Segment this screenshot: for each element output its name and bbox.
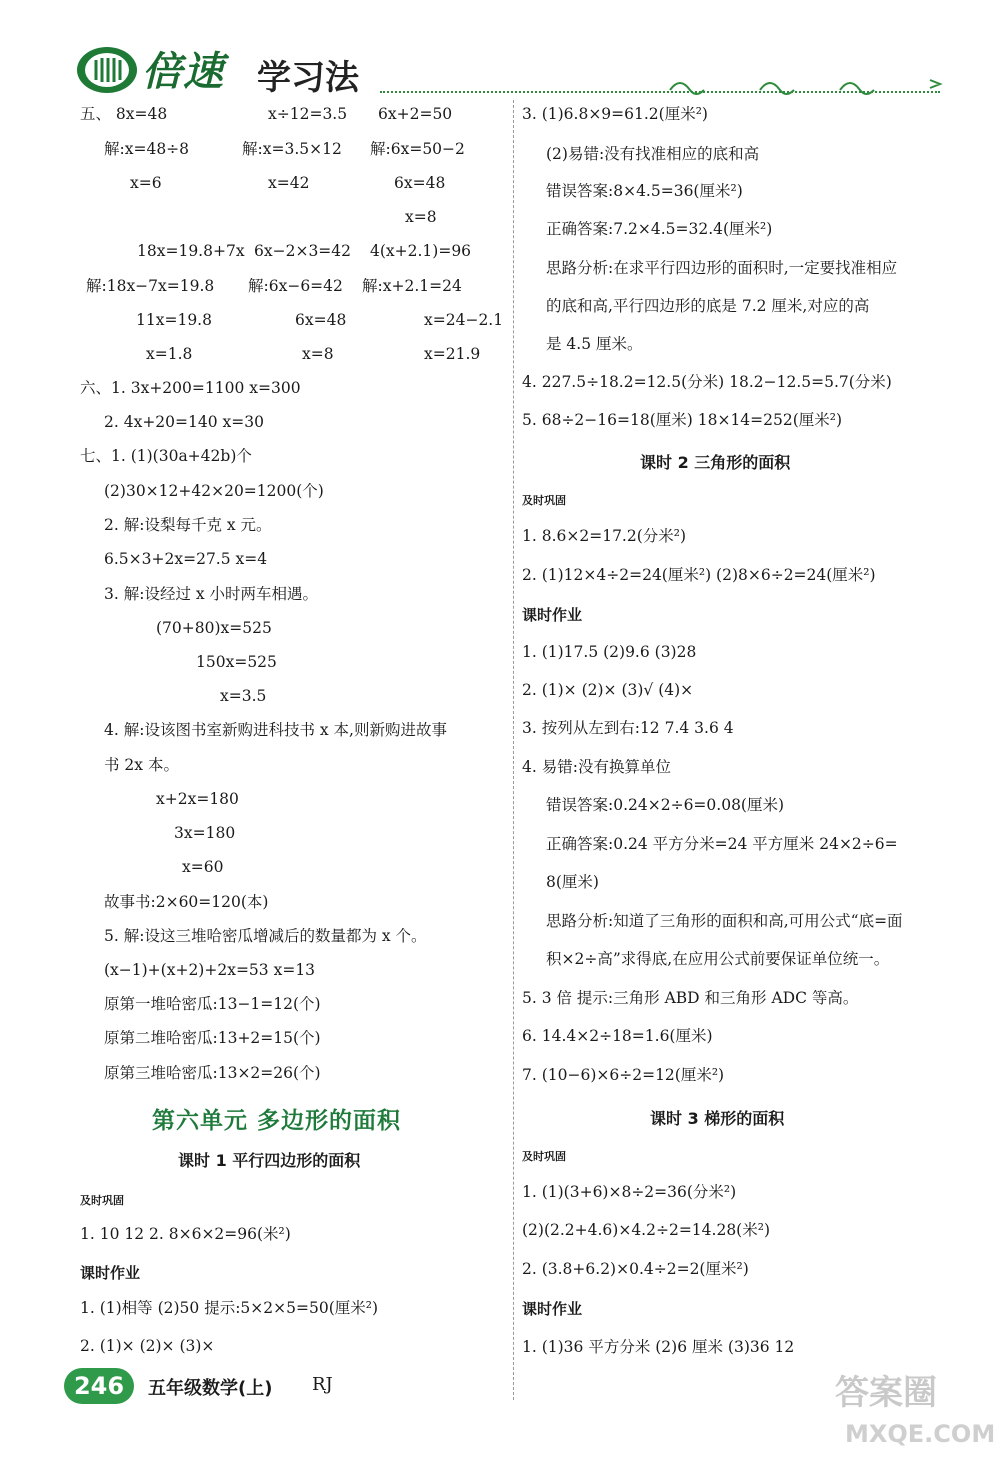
text-line: x÷12=3.5 <box>268 105 348 123</box>
text-line: 解:18x−7x=19.8 <box>86 277 215 295</box>
text-line: 2. (1)× (2)× (3)√ (4)× <box>522 681 694 699</box>
text-line: x=21.9 <box>424 345 481 363</box>
text-line: x=60 <box>182 858 224 876</box>
lesson-heading: 课时 3 梯形的面积 <box>650 1109 785 1128</box>
header-swirl-decoration <box>660 72 950 100</box>
text-line: 2. (3.8+6.2)×0.4÷2=2(厘米²) <box>522 1260 749 1278</box>
text-line: 3. 按列从左到右:12 7.4 3.6 4 <box>522 719 734 737</box>
text-line: 原第二堆哈密瓜:13+2=15(个) <box>104 1029 321 1047</box>
text-line: 4(x+2.1)=96 <box>370 242 472 260</box>
text-line: x=24−2.1 <box>424 311 504 329</box>
text-line: 1. (1)(3+6)×8÷2=36(分米²) <box>522 1183 737 1201</box>
text-line: 6x+2=50 <box>378 105 453 123</box>
text-line: 6x=48 <box>394 174 446 192</box>
text-line: 1. 10 12 2. 8×6×2=96(米²) <box>80 1225 291 1243</box>
section-heading: 课时作业 <box>522 606 583 624</box>
text-line: 5. 解:设这三堆哈密瓜增减后的数量都为 x 个。 <box>104 927 427 945</box>
logo-emblem-icon <box>74 44 140 96</box>
text-line: 解:x=48÷8 <box>104 140 190 158</box>
text-line: 错误答案:0.24×2÷6=0.08(厘米) <box>546 796 785 814</box>
text-line: 150x=525 <box>196 653 277 671</box>
text-line: 思路分析:知道了三角形的面积和高,可用公式“底=面 <box>546 912 903 930</box>
text-line: 原第一堆哈密瓜:13−1=12(个) <box>104 995 321 1013</box>
text-line: 正确答案:7.2×4.5=32.4(厘米²) <box>546 220 773 238</box>
text-line: 5. 3 倍 提示:三角形 ABD 和三角形 ADC 等高。 <box>522 989 859 1007</box>
text-line: 2. 4x+20=140 x=30 <box>104 413 264 431</box>
text-line: 1. (1)17.5 (2)9.6 (3)28 <box>522 643 697 661</box>
text-line: 解:6x−6=42 <box>248 277 343 295</box>
text-line: 3. (1)6.8×9=61.2(厘米²) <box>522 105 708 123</box>
text-line: x=1.8 <box>146 345 193 363</box>
section-label: 及时巩固 <box>522 494 566 507</box>
text-line: 4. 227.5÷18.2=12.5(分米) 18.2−12.5=5.7(分米) <box>522 373 892 391</box>
footer-book-title: 五年级数学(上) <box>148 1378 273 1399</box>
text-line: 书 2x 本。 <box>104 756 179 774</box>
text-line: 的底和高,平行四边形的底是 7.2 厘米,对应的高 <box>546 297 870 315</box>
text-line: 故事书:2×60=120(本) <box>104 893 269 911</box>
text-line: 8(厘米) <box>546 873 599 891</box>
text-line: 3. 解:设经过 x 小时两车相遇。 <box>104 585 319 603</box>
text-line: 4. 解:设该图书室新购进科技书 x 本,则新购进故事 <box>104 721 447 739</box>
lesson-heading: 课时 1 平行四边形的面积 <box>178 1151 361 1170</box>
text-line: 4. 易错:没有换算单位 <box>522 758 671 776</box>
section-heading: 课时作业 <box>522 1300 583 1318</box>
text-line: 正确答案:0.24 平方分米=24 平方厘米 24×2÷6= <box>546 835 898 853</box>
footer-edition: RJ <box>312 1374 333 1395</box>
text-line: 7. (10−6)×6÷2=12(厘米²) <box>522 1066 725 1084</box>
text-line: 1. (1)相等 (2)50 提示:5×2×5=50(厘米²) <box>80 1299 379 1317</box>
text-line: 6x−2×3=42 <box>254 242 352 260</box>
text-line: x=8 <box>405 208 437 226</box>
text-line: x=3.5 <box>220 687 267 705</box>
section-heading: 课时作业 <box>80 1264 141 1282</box>
text-line: (2)30×12+42×20=1200(个) <box>104 482 324 500</box>
text-line: (2)(2.2+4.6)×4.2÷2=14.28(米²) <box>522 1221 770 1239</box>
text-line: 6. 14.4×2÷18=1.6(厘米) <box>522 1027 713 1045</box>
text-line: 原第三堆哈密瓜:13×2=26(个) <box>104 1064 321 1082</box>
text-line: 11x=19.8 <box>136 311 212 329</box>
text-line: 解:6x=50−2 <box>370 140 465 158</box>
text-line: 解:x+2.1=24 <box>362 277 462 295</box>
header-title: 倍速 <box>142 49 224 95</box>
text-line: 积×2÷高”求得底,在应用公式前要保证单位统一。 <box>546 950 890 968</box>
text-line: 是 4.5 厘米。 <box>546 335 643 353</box>
text-line: 错误答案:8×4.5=36(厘米²) <box>546 182 743 200</box>
text-line: 1. (1)36 平方分米 (2)6 厘米 (3)36 12 <box>522 1338 795 1356</box>
text-line: 2. (1)× (2)× (3)× <box>80 1337 215 1355</box>
section-label: 及时巩固 <box>522 1150 566 1163</box>
text-line: x+2x=180 <box>156 790 239 808</box>
text-line: 思路分析:在求平行四边形的面积时,一定要找准相应 <box>546 259 898 277</box>
text-line: (2)易错:没有找准相应的底和高 <box>546 145 760 163</box>
text-line: 五、 8x=48 <box>80 105 168 123</box>
text-line: 6.5×3+2x=27.5 x=4 <box>104 550 268 568</box>
lesson-heading: 课时 2 三角形的面积 <box>640 453 791 472</box>
text-line: x=8 <box>302 345 334 363</box>
text-line: x=6 <box>130 174 162 192</box>
header-subtitle: 学习法 <box>257 58 359 98</box>
text-line: 六、1. 3x+200=1100 x=300 <box>80 379 301 397</box>
text-line: 2. 解:设梨每千克 x 元。 <box>104 516 272 534</box>
text-line: 2. (1)12×4÷2=24(厘米²) (2)8×6÷2=24(厘米²) <box>522 566 876 584</box>
text-line: x=42 <box>268 174 310 192</box>
text-line: 1. 8.6×2=17.2(分米²) <box>522 527 687 545</box>
text-line: 3x=180 <box>174 824 236 842</box>
text-line: 5. 68÷2−16=18(厘米) 18×14=252(厘米²) <box>522 411 843 429</box>
text-line: (70+80)x=525 <box>156 619 272 637</box>
section-label: 及时巩固 <box>80 1194 124 1207</box>
watermark-logo: 答案圈 <box>835 1373 937 1413</box>
text-line: 解:x=3.5×12 <box>242 140 342 158</box>
watermark-url: MXQE.COM <box>845 1420 996 1448</box>
text-line: 6x=48 <box>295 311 347 329</box>
page-number-badge: 246 <box>64 1368 134 1404</box>
unit-heading: 第六单元 多边形的面积 <box>152 1108 402 1134</box>
column-divider <box>513 100 514 1400</box>
text-line: (x−1)+(x+2)+2x=53 x=13 <box>104 961 316 979</box>
text-line: 七、1. (1)(30a+42b)个 <box>80 447 252 465</box>
text-line: 18x=19.8+7x <box>137 242 245 260</box>
